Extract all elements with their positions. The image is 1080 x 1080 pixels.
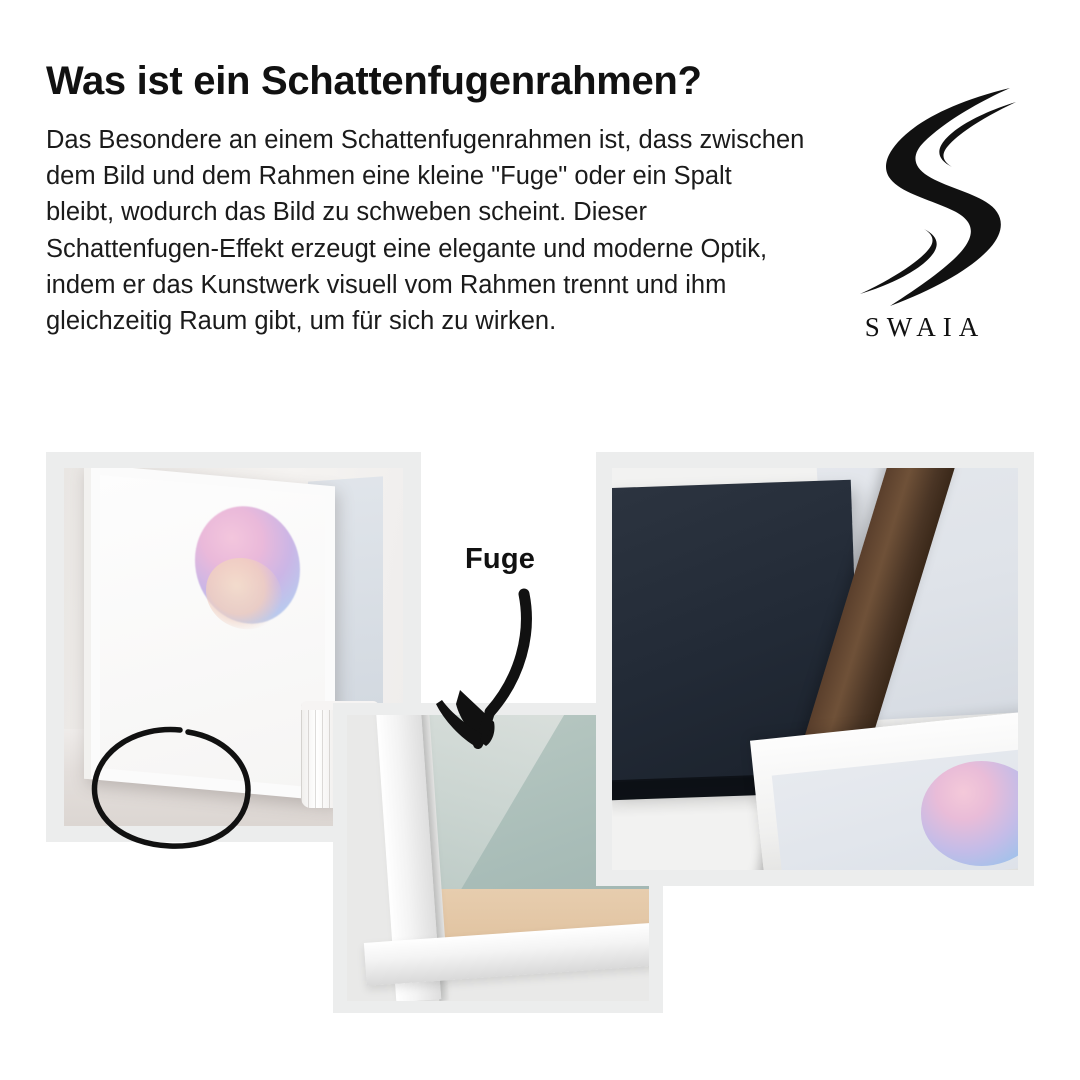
image-card-black-wood-frame [596,452,1034,886]
page-title: Was ist ein Schattenfugenrahmen? [46,59,702,103]
brand-wordmark: SWAIA [864,312,986,342]
fuge-annotation-label: Fuge [465,543,536,575]
swaia-s-logo-icon [820,80,1030,320]
image-black-and-wood-frame-detail [612,468,1018,870]
brand-logo [820,80,1030,380]
page-body-text: Das Besondere an einem Schattenfugenrahmen ist, dass zwischen dem Bild und dem Rahmen eine kleine "Fuge" oder ein Spalt bleibt, wodurch das Bild zu schweben scheint. Dieser Schattenfugen-Effekt erzeugt eine elegante und moderne Optik, indem er das Kunstwerk visuell vom Rahmen trennt und ihm gleichzeitig Raum gibt, um für sich zu wirken. [46,126,805,336]
